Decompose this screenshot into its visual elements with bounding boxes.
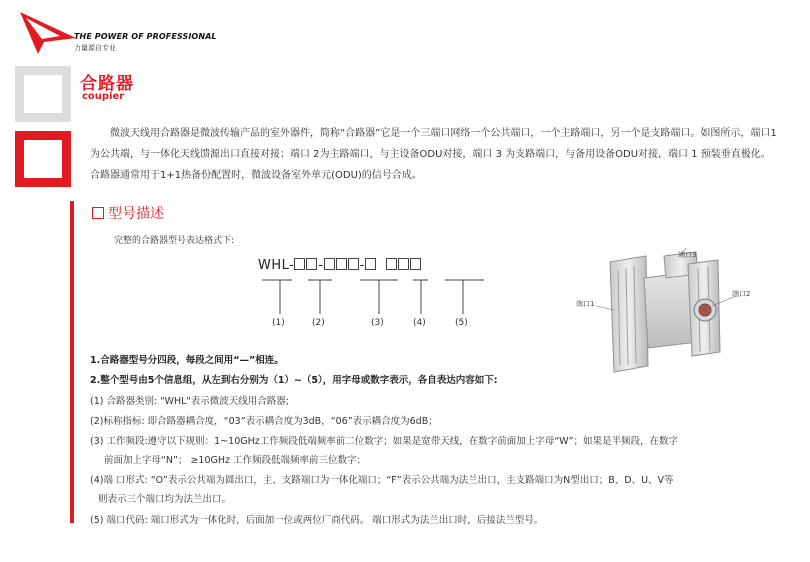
model-separator: - — [359, 258, 365, 273]
position-label: (5) — [455, 318, 468, 328]
section-heading-text: 型号描述 — [108, 206, 164, 222]
list-item: (5) 端口代码: 端口形式为一体化时，后面加一位或两位厂商代码。 端口形式为法兰出口时，后接法兰型号。 — [90, 515, 544, 526]
position-label: (1) — [272, 318, 285, 328]
intro-paragraph: 微波天线用合路器是微波传输产品的室外器件，简称“合路器”它是一个三端口网络一个公共端口，一个主路端口，另一个是支路端口。如图所示，端口1 为公共端，与一体化天线馈源出口直接对接；端口 2为主路端口，与主设备ODU对接，端口 3 为支路端口，与备用设备ODU对接，端口 1 预装垂直极化。合路器通常用于1+1热备份配置时，微波设备室外单元(ODU)的信号合成。 — [90, 128, 777, 181]
page-title: 合路器 — [80, 74, 134, 94]
model-field-4 — [365, 258, 377, 273]
brand-name: 力量源自专业 — [74, 44, 116, 52]
port3-label: 端口3 — [678, 251, 697, 259]
position-label: (4) — [413, 318, 426, 328]
model-code-line — [258, 258, 498, 273]
model-separator: - — [289, 258, 295, 273]
decor-grey-square — [15, 66, 71, 122]
list-item: (4)端 口形式: “O”表示公共端为圆出口，主、支路端口为一体化端口；“F”表示公共端为法兰出口，主支路端口为N型出口；B、D、U、V等 — [90, 475, 674, 486]
model-field-3 — [324, 258, 360, 273]
brand-logo-icon — [20, 12, 76, 54]
checkbox-icon — [92, 207, 104, 219]
list-item: (1) 合路器类别: "WHL"表示微波天线用合路器; — [90, 396, 289, 407]
port2-label: 端口2 — [732, 290, 751, 298]
port1-label: 端口1 — [576, 300, 595, 308]
list-item: 前面加上字母“N”； ≥10GHz 工作频段低端频率前三位数字； — [104, 455, 367, 466]
list-item: (3) 工作频段:遵守以下规则：1~10GHz工作频段低端频率前二位数字；如果是宽带天线，在数字前面加上字母“W”；如果是半频段，在数字 — [90, 436, 678, 447]
section-accent-bar — [70, 201, 74, 523]
page-subtitle: coupier — [82, 91, 125, 102]
list-item: 则表示三个端口均为法兰出口。 — [98, 494, 232, 505]
model-field-2 — [294, 258, 318, 273]
model-separator: - — [318, 258, 324, 273]
model-bracket-lines — [258, 276, 498, 316]
decor-red-square — [15, 131, 71, 187]
section-heading — [92, 203, 164, 223]
list-item: (2)标称指标: 即合路器耦合度，“03”表示耦合度为3dB，“06”表示耦合度为6dB； — [90, 416, 438, 427]
model-code-diagram — [258, 258, 498, 336]
format-intro-text: 完整的合路器型号表达格式下: — [114, 236, 235, 246]
position-label: (2) — [312, 318, 325, 328]
position-label: (3) — [371, 318, 384, 328]
list-item: 1.合路器型号分四段，每段之间用“—”相连。 — [90, 355, 284, 366]
model-field-5 — [386, 258, 422, 273]
model-prefix: WHL — [258, 258, 290, 273]
brand-slogan: THE POWER OF PROFESSIONAL — [74, 32, 217, 41]
list-item: 2.整个型号由5个信息组，从左到右分别为（1）~（5），用字母或数字表示，各自表达内容如下: — [90, 375, 498, 386]
